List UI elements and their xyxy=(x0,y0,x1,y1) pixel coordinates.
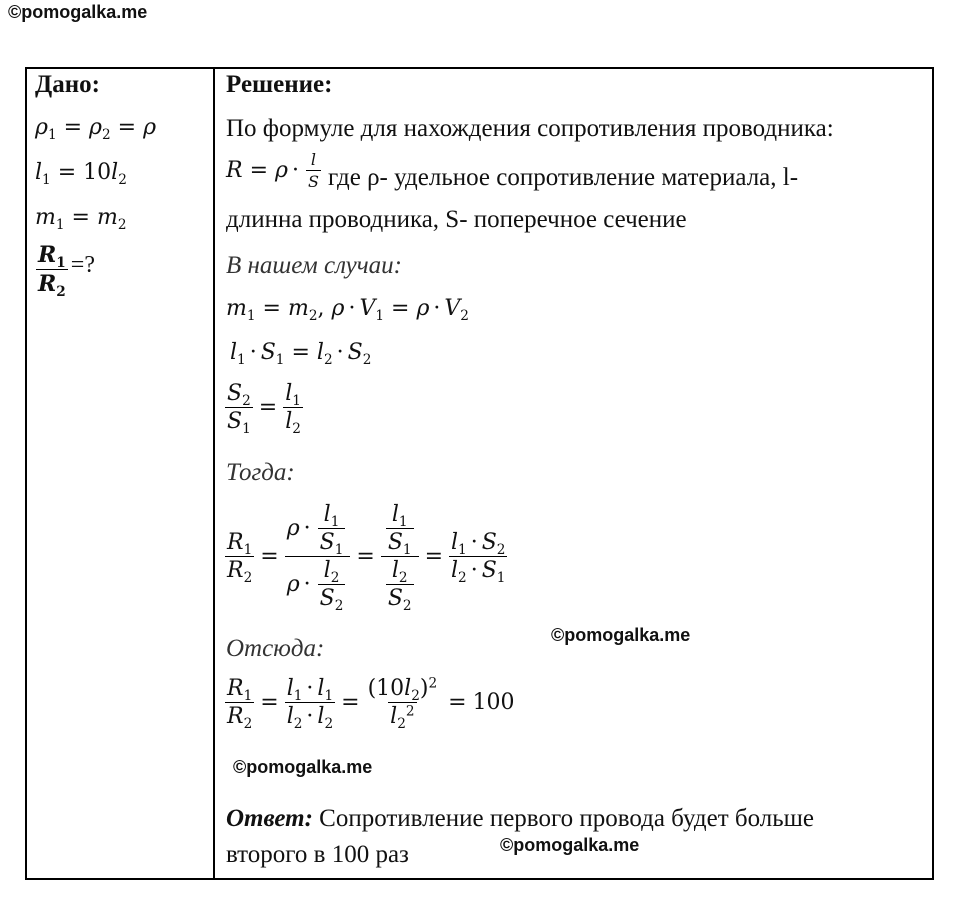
answer-line-1 xyxy=(226,804,814,834)
then-label: Тогда: xyxy=(226,459,295,486)
result-value: 100 xyxy=(472,690,515,715)
in-our-case-label: В нашем случаи: xyxy=(226,252,402,279)
mass-equation: $m_1$ = $m_2$ , ρ · $V_1$ = ρ · $V_2$ xyxy=(226,296,469,324)
column-divider xyxy=(213,67,215,880)
hence-label: Отсюда: xyxy=(226,635,325,662)
given-density: $\rho_1$ = $\rho_2$ = ρ xyxy=(35,115,157,143)
given-header: Дано: xyxy=(35,71,100,98)
resistance-formula: R = ρ · $\frac{l}{S}$ xyxy=(226,150,319,191)
volume-equation: $l_1$ · $S_1$ = $l_2$ · $S_2$ xyxy=(230,340,372,368)
answer-line-2: второго в 100 раз xyxy=(226,841,409,868)
area-ratio: $\frac{S_2}{S_1}$ = $\frac{l_1}{l_2}$ xyxy=(227,381,301,437)
formula-description: где ρ- удельное сопротивление материала, l- xyxy=(328,164,799,191)
given-length: $l_1$ = $10l_2$ xyxy=(35,160,127,188)
given-question: $\frac{R_1}{R_2}$ =? xyxy=(38,242,95,300)
formula-description-2: длинна проводника, S- поперечное сечение xyxy=(226,206,687,233)
resistance-ratio-derivation: $\frac{R_1}{R_2}$ = ρ · $\frac{l_1}{S_1}$ ρ · $\frac{l_2}{S_2}$ = $\frac{\frac{l_1}{S_1}}{\frac{l_2}{S_2}}$ = $\frac{l_1 \cdot S_2}{l_2 \cdot S_1}$ xyxy=(227,502,506,614)
answer-text-1: Сопротивление первого провода будет больше xyxy=(319,805,814,832)
watermark-middle: ©pomogalka.me xyxy=(551,625,691,645)
watermark-bottom: ©pomogalka.me xyxy=(500,835,640,855)
solution-intro: По формуле для нахождения сопротивления проводника: xyxy=(226,115,834,142)
answer-label: Ответ: xyxy=(226,805,313,832)
given-mass: $m_1$ = $m_2$ xyxy=(35,205,127,233)
final-ratio: $\frac{R_1}{R_2}$ = $\frac{l_1 \cdot l_1}{l_2 \cdot l_2}$ = $\frac{(10l_2)^2}{l_2^2}$ = 100 xyxy=(227,675,515,732)
watermark-top: ©pomogalka.me xyxy=(8,2,148,22)
solution-header: Решение: xyxy=(226,71,333,98)
watermark-lower: ©pomogalka.me xyxy=(233,757,373,777)
